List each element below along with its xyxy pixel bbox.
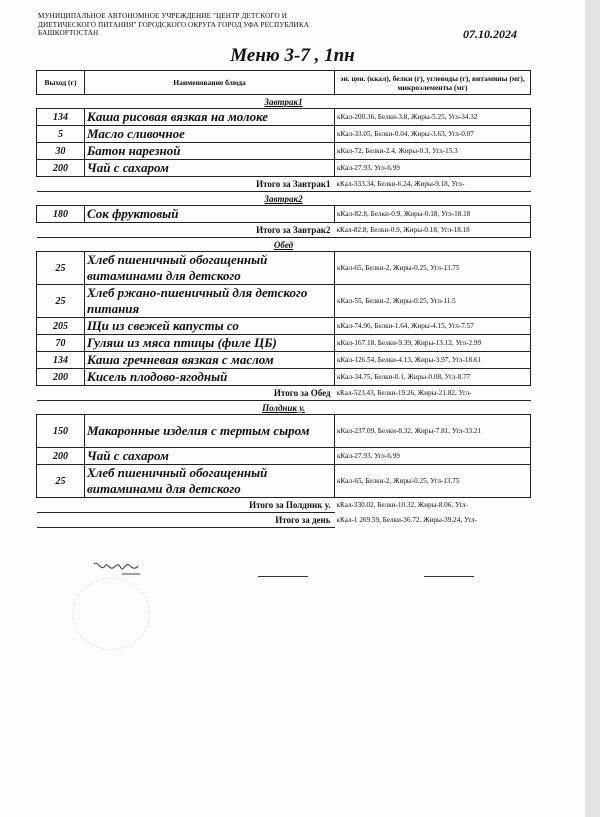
row-name: Каша гречневая вязкая с маслом (85, 352, 335, 369)
day-total-label: Итого за день (37, 513, 335, 528)
row-nutrition: кКал-72, Белки-2.4, Жиры-0.3, Угл-15.3 (335, 143, 531, 160)
row-nutrition: кКал-27.93, Угл-6.99 (335, 448, 531, 465)
table-row (37, 318, 531, 335)
table-row (37, 109, 531, 126)
total-snack (37, 498, 531, 513)
col-nutrition-header: эн. цен. (ккал), белки (г), углеводы (г), витамины (мг), микроэлементы (мг) (335, 71, 531, 95)
table-row (37, 285, 531, 318)
row-qty: 25 (37, 252, 85, 285)
row-nutrition: кКал-34.75, Белки-0.1, Жиры-0.08, Угл-8.77 (335, 369, 531, 386)
row-name: Чай с сахаром (85, 160, 335, 177)
row-nutrition: кКал-74.96, Белки-1.64, Жиры-4.15, Угл-7.57 (335, 318, 531, 335)
row-name: Сок фруктовый (85, 206, 335, 223)
table-row (37, 335, 531, 352)
menu-table (36, 70, 531, 528)
section-breakfast2 (37, 192, 531, 206)
row-name: Щи из свежей капусты со (85, 318, 335, 335)
row-name: Батон нарезной (85, 143, 335, 160)
row-name: Макаронные изделия с тертым сыром (85, 415, 335, 448)
row-nutrition: кКал-55, Белки-2, Жиры-0.25, Угл-11.5 (335, 285, 531, 318)
table-row (37, 465, 531, 498)
row-name: Каша рисовая вязкая на молоке (85, 109, 335, 126)
row-qty: 25 (37, 465, 85, 498)
menu-title: Меню 3-7 , 1пн (230, 45, 355, 66)
row-qty: 30 (37, 143, 85, 160)
total-value: кКал-333.34, Белки-6.24, Жиры-9.18, Угл- (336, 180, 465, 188)
row-name: Чай с сахаром (85, 448, 335, 465)
row-nutrition: кКал-27.93, Угл-6.99 (335, 160, 531, 177)
row-name: Хлеб ржано-пшеничный для детского питания (85, 285, 335, 318)
row-name: Гуляш из мяса птицы (филе ЦБ) (85, 335, 335, 352)
row-qty: 134 (37, 352, 85, 369)
total-value: кКал-330.02, Белки-10.32, Жиры-8.06, Угл- (336, 501, 468, 510)
signature-line (258, 576, 308, 577)
row-nutrition: кКал-126.54, Белки-4.13, Жиры-3.97, Угл-18.61 (335, 352, 531, 369)
total-label: Итого за Полдник у. (37, 498, 335, 513)
total-lunch (37, 386, 531, 401)
signature (92, 556, 152, 580)
row-nutrition: кКал-200.36, Белки-3.8, Жиры-5.25, Угл-34.32 (335, 109, 531, 126)
row-name: Кисель плодово-ягодный (85, 369, 335, 386)
table-row (37, 352, 531, 369)
total-label: Итого за Обед (37, 386, 335, 401)
row-qty: 150 (37, 415, 85, 448)
col-output-header: Выход (г) (37, 71, 85, 95)
total-value: кКал-523.43, Белки-19.26, Жиры-21.82, Угл- (336, 389, 472, 397)
signature-line (424, 576, 474, 577)
col-name-header: Наименование блюда (85, 71, 335, 95)
row-qty: 200 (37, 448, 85, 465)
row-nutrition: кКал-65, Белки-2, Жиры-0.25, Угл-13.75 (335, 252, 531, 285)
section-snack (37, 401, 531, 415)
section-title: Обед (37, 238, 531, 252)
total-label: Итого за Завтрак2 (37, 223, 335, 238)
section-breakfast1 (37, 95, 531, 109)
total-breakfast2 (37, 223, 531, 238)
row-qty: 25 (37, 285, 85, 318)
row-name: Хлеб пшеничный обогащенный витаминами для детского (85, 252, 335, 285)
table-row (37, 160, 531, 177)
row-nutrition: кКал-167.18, Белки-9.39, Жиры-13.12, Угл-2.99 (335, 335, 531, 352)
row-nutrition: кКал-237.09, Белки-8.32, Жиры-7.81, Угл-33.21 (335, 415, 531, 448)
row-qty: 5 (37, 126, 85, 143)
total-breakfast1 (37, 177, 531, 192)
day-total-value: кКал-1 269.59, Белки-36.72, Жиры-39.24, Угл- (336, 516, 477, 524)
row-qty: 205 (37, 318, 85, 335)
section-title: Завтрак2 (37, 192, 531, 206)
row-name: Хлеб пшеничный обогащенный витаминами для детского (85, 465, 335, 498)
table-row (37, 369, 531, 386)
row-nutrition: кКал-82.8, Белки-0.9, Жиры-0.18, Угл-18.18 (335, 206, 531, 223)
table-row (37, 143, 531, 160)
total-day (37, 513, 531, 528)
section-title: Завтрак1 (37, 95, 531, 109)
row-qty: 200 (37, 160, 85, 177)
total-value: кКал-82.8, Белки-0.9, Жиры-0.18, Угл-18.18 (335, 223, 531, 238)
table-row (37, 415, 531, 448)
section-title: Полдник у. (37, 401, 531, 415)
row-qty: 200 (37, 369, 85, 386)
row-qty: 180 (37, 206, 85, 223)
section-lunch (37, 238, 531, 252)
row-qty: 134 (37, 109, 85, 126)
row-qty: 70 (37, 335, 85, 352)
faded-stamp (72, 578, 150, 650)
row-name: Масло сливочное (85, 126, 335, 143)
page-edge (585, 0, 600, 817)
row-nutrition: кКал-65, Белки-2, Жиры-0.25, Угл-13.75 (335, 465, 531, 498)
table-row (37, 252, 531, 285)
organization-name: МУНИЦИПАЛЬНОЕ АВТОНОМНОЕ УЧРЕЖДЕНИЕ "ЦЕНТР ДЕТСКОГО И ДИЕТИЧЕСКОГО ПИТАНИЯ" ГОРОДСКОГО ОКРУГА ГОРОД УФА РЕСПУБЛИКА БАШКОРТОСТАН (38, 12, 310, 38)
table-row (37, 206, 531, 223)
table-row (37, 448, 531, 465)
total-label: Итого за Завтрак1 (37, 177, 335, 192)
table-row (37, 126, 531, 143)
table-header (37, 71, 531, 95)
menu-date: 07.10.2024 (463, 27, 517, 41)
row-nutrition: кКал-33.05, Белки-0.04, Жиры-3.63, Угл-0.07 (335, 126, 531, 143)
